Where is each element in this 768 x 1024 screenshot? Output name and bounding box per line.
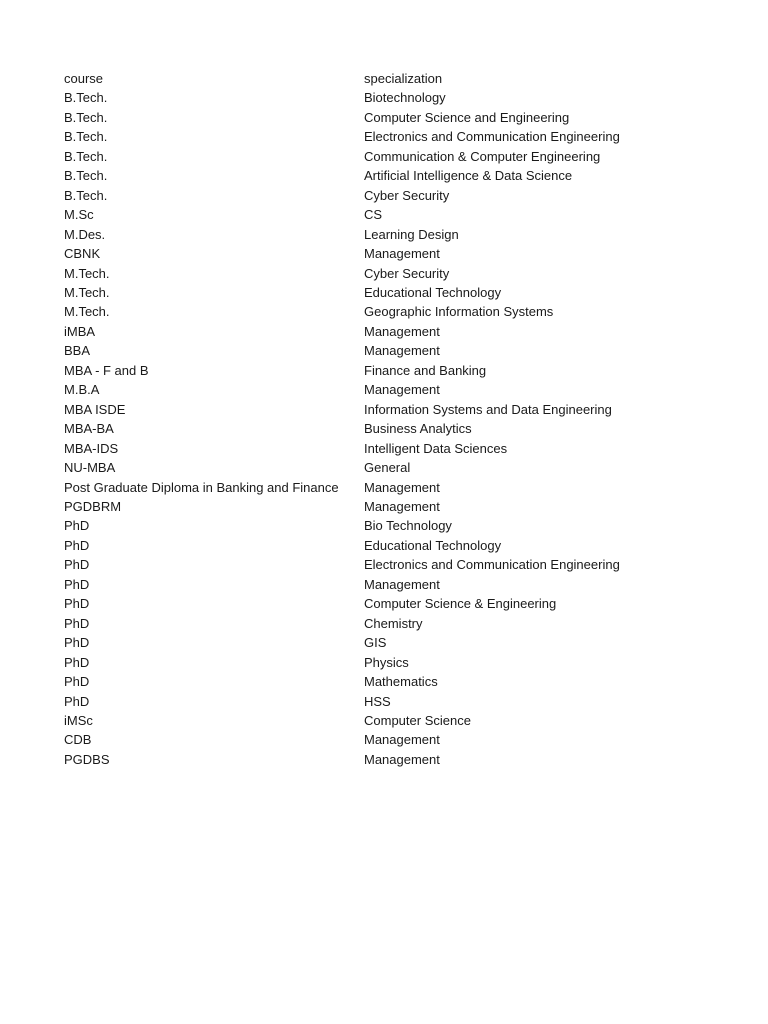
cell-course: Post Graduate Diploma in Banking and Finance (64, 479, 339, 495)
table-row (64, 108, 664, 127)
cell-specialization: Learning Design (364, 226, 459, 242)
cell-specialization: Geographic Information Systems (364, 304, 554, 320)
table-body (64, 88, 664, 769)
cell-course: M.B.A (64, 382, 100, 398)
course-specialization-table (64, 69, 664, 769)
table-row (64, 341, 664, 360)
table-row (64, 497, 664, 516)
cell-course: B.Tech. (64, 148, 108, 164)
cell-course: PhD (64, 576, 90, 592)
table-row (64, 614, 664, 633)
cell-specialization: Management (364, 479, 440, 495)
table-row (64, 536, 664, 555)
table-row (64, 692, 664, 711)
cell-specialization: Management (364, 498, 440, 514)
cell-specialization: Cyber Security (364, 187, 450, 203)
table-row (64, 244, 664, 263)
table-row (64, 419, 664, 438)
table-row (64, 88, 664, 107)
table-row (64, 458, 664, 477)
cell-specialization: Management (364, 246, 440, 262)
cell-course: PhD (64, 557, 90, 573)
cell-specialization: GIS (364, 635, 387, 651)
cell-course: iMSc (64, 712, 93, 728)
cell-specialization: Cyber Security (364, 265, 450, 281)
cell-course: PGDBRM (64, 498, 122, 514)
cell-specialization: Business Analytics (364, 421, 472, 437)
table-row (64, 186, 664, 205)
cell-course: M.Tech. (64, 284, 110, 300)
cell-specialization: Mathematics (364, 674, 438, 690)
table-header-row (64, 69, 664, 88)
table-row (64, 264, 664, 283)
cell-course: PhD (64, 693, 90, 709)
cell-specialization: Communication & Computer Engineering (364, 148, 601, 164)
cell-course: MBA-BA (64, 421, 114, 437)
cell-course: PGDBS (64, 751, 110, 767)
cell-specialization: Information Systems and Data Engineering (364, 401, 612, 417)
table-row (64, 322, 664, 341)
table-row (64, 127, 664, 146)
cell-specialization: Management (364, 382, 440, 398)
cell-specialization: Computer Science (364, 712, 471, 728)
cell-specialization: Management (364, 576, 440, 592)
cell-specialization: Electronics and Communication Engineering (364, 129, 620, 145)
cell-specialization: Management (364, 751, 440, 767)
table-row (64, 516, 664, 535)
cell-course: M.Sc (64, 207, 94, 223)
header-course: course (64, 71, 104, 86)
cell-course: B.Tech. (64, 168, 108, 184)
cell-specialization: Bio Technology (364, 518, 452, 534)
table-row (64, 730, 664, 749)
cell-specialization: Management (364, 323, 440, 339)
cell-specialization: Computer Science and Engineering (364, 109, 570, 125)
cell-specialization: Management (364, 732, 440, 748)
table-row (64, 653, 664, 672)
table-row (64, 478, 664, 497)
cell-course: BBA (64, 343, 91, 359)
cell-course: M.Tech. (64, 265, 110, 281)
table-row (64, 555, 664, 574)
cell-specialization: Electronics and Communication Engineering (364, 557, 620, 573)
cell-course: NU-MBA (64, 460, 116, 476)
table-row (64, 283, 664, 302)
cell-course: CDB (64, 732, 92, 748)
cell-course: PhD (64, 615, 90, 631)
cell-course: MBA - F and B (64, 362, 149, 378)
table-row (64, 147, 664, 166)
cell-specialization: General (364, 460, 411, 476)
cell-course: PhD (64, 596, 90, 612)
cell-course: B.Tech. (64, 90, 108, 106)
table-row (64, 302, 664, 321)
cell-specialization: Physics (364, 654, 409, 670)
cell-course: M.Tech. (64, 304, 110, 320)
header-specialization: specialization (364, 71, 443, 86)
cell-specialization: Artificial Intelligence & Data Science (364, 168, 573, 184)
cell-course: iMBA (64, 323, 96, 339)
cell-course: CBNK (64, 246, 101, 262)
table-row (64, 633, 664, 652)
cell-course: PhD (64, 518, 90, 534)
cell-course: B.Tech. (64, 187, 108, 203)
table-row (64, 672, 664, 691)
cell-specialization: HSS (364, 693, 391, 709)
cell-specialization: Chemistry (364, 615, 423, 631)
cell-course: B.Tech. (64, 129, 108, 145)
cell-course: M.Des. (64, 226, 106, 242)
cell-course: PhD (64, 537, 90, 553)
table-row (64, 205, 664, 224)
cell-course: PhD (64, 635, 90, 651)
table-row (64, 361, 664, 380)
cell-specialization: Educational Technology (364, 284, 502, 300)
cell-specialization: Educational Technology (364, 537, 502, 553)
cell-specialization: Computer Science & Engineering (364, 596, 557, 612)
cell-course: MBA-IDS (64, 440, 119, 456)
cell-specialization: Biotechnology (364, 90, 446, 106)
cell-specialization: Finance and Banking (364, 362, 487, 378)
table-row (64, 439, 664, 458)
cell-specialization: Management (364, 343, 440, 359)
table-row (64, 711, 664, 730)
table-row (64, 575, 664, 594)
cell-specialization: Intelligent Data Sciences (364, 440, 508, 456)
cell-course: PhD (64, 654, 90, 670)
table-row (64, 166, 664, 185)
cell-course: PhD (64, 674, 90, 690)
table-row (64, 594, 664, 613)
table-row (64, 225, 664, 244)
table-row (64, 400, 664, 419)
table-row (64, 380, 664, 399)
cell-course: MBA ISDE (64, 401, 126, 417)
cell-course: B.Tech. (64, 109, 108, 125)
table-row (64, 750, 664, 769)
cell-specialization: CS (364, 207, 383, 223)
